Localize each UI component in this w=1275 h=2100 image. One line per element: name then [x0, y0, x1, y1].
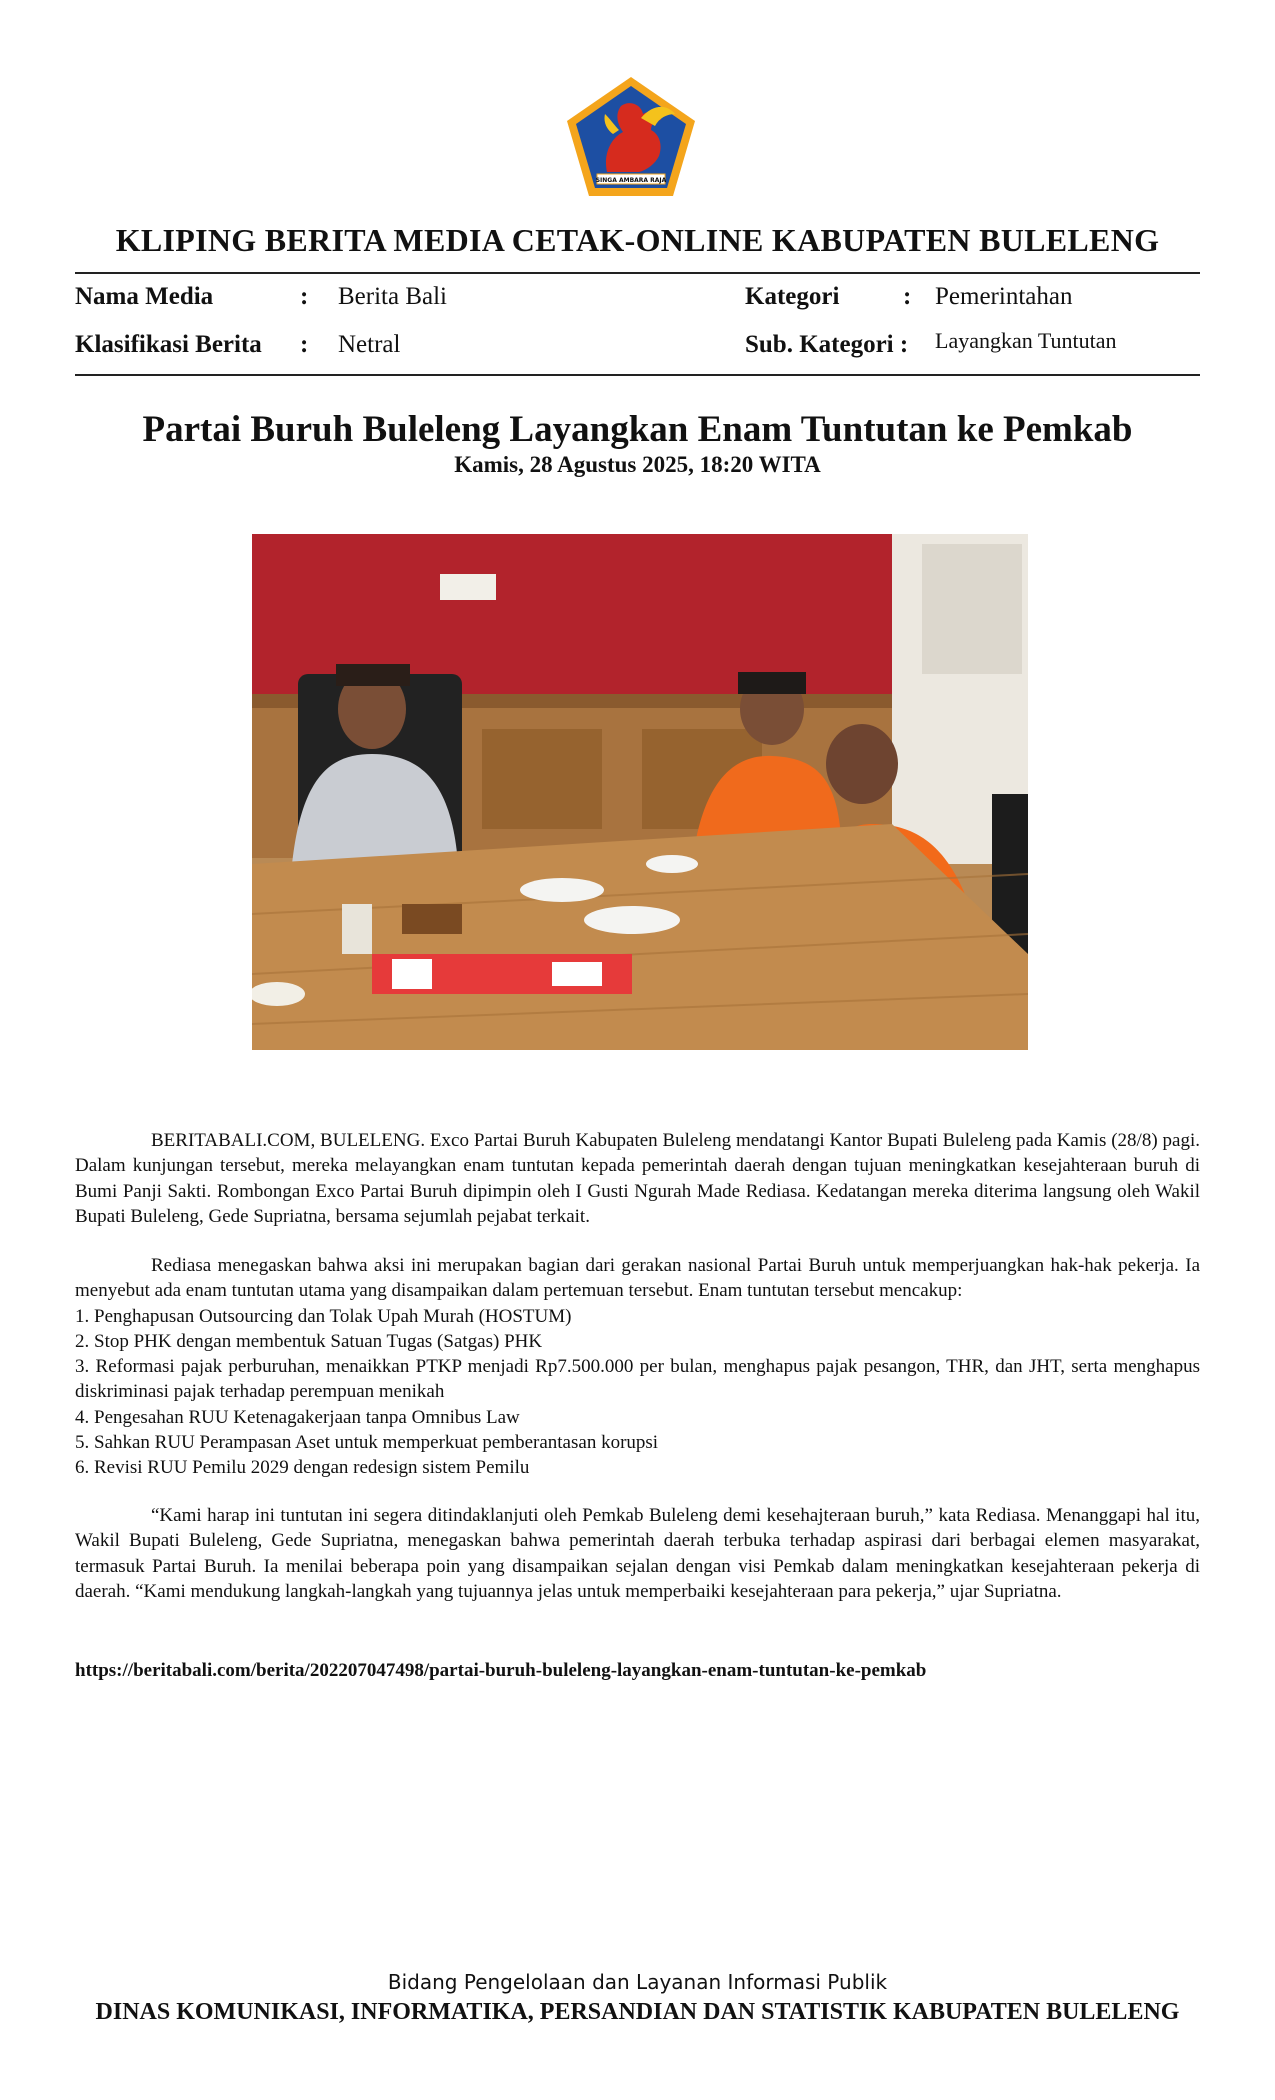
kategori-label: Kategori	[745, 283, 840, 310]
demand-item: 2. Stop PHK dengan membentuk Satuan Tugas (Satgas) PHK	[75, 1330, 543, 1352]
buleleng-regency-logo	[563, 74, 699, 200]
article-title: Partai Buruh Buleleng Layangkan Enam Tuntutan ke Pemkab	[142, 409, 1133, 450]
article-body-closing	[75, 1503, 1200, 1604]
sub-kategori-label: Sub. Kategori :	[745, 331, 909, 358]
article-paragraph-1: BERITABALI.COM, BULELENG. Exco Partai Buruh Kabupaten Buleleng mendatangi Kantor Bupati Buleleng pada Kamis (28/8) pagi. Dalam kunjungan tersebut, mereka melayangkan enam tuntutan kepada pemerintah daerah dengan tujuan meningkatkan kesejahteraan buruh di Bumi Panji Sakti. Rombongan Exco Partai Buruh dipimpin oleh I Gusti Ngurah Made Rediasa. Kedatangan mereka diterima langsung oleh Wakil Bupati Buleleng, Gede Supriatna, bersama sejumlah pejabat terkait.	[75, 1130, 1200, 1227]
article-body	[75, 1128, 1200, 1229]
article-body-demands	[75, 1253, 1200, 1481]
demand-item: 5. Sahkan RUU Perampasan Aset untuk memperkuat pemberantasan korupsi	[75, 1432, 659, 1454]
nama-media-colon: :	[300, 283, 309, 310]
klasifikasi-colon: :	[300, 331, 309, 358]
article-paragraph-3: “Kami harap ini tuntutan ini segera ditindaklanjuti oleh Pemkab Buleleng demi kesehajteraan buruh,” kata Rediasa. Menanggapi hal itu, Wakil Bupati Buleleng, Gede Supriatna, menegaskan bahwa pemerintah daerah terbuka terhadap aspirasi dari berbagai elemen masyarakat, termasuk Partai Buruh. Ia menilai beberapa poin yang disampaikan sejalan dengan visi Pemkab dalam meningkatkan kesejahteraan pekerja di daerah. “Kami mendukung langkah-langkah yang tujuannya jelas untuk memperbaiki kesejahteraan para pekerja,” ujar Supriatna.	[75, 1505, 1200, 1602]
nama-media-value: Berita Bali	[338, 283, 447, 310]
klasifikasi-label: Klasifikasi Berita	[75, 331, 262, 358]
footer-agency: DINAS KOMUNIKASI, INFORMATIKA, PERSANDIAN DAN STATISTIK KABUPATEN BULELENG	[95, 1999, 1180, 2025]
header-top-divider	[75, 272, 1200, 274]
article-paragraph-2: Rediasa menegaskan bahwa aksi ini merupakan bagian dari gerakan nasional Partai Buruh untuk memperjuangkan hak-hak pekerja. Ia menyebut ada enam tuntutan utama yang disampaikan dalam pertemuan tersebut. Enam tuntutan tersebut mencakup:	[75, 1255, 1200, 1302]
footer-division: Bidang Pengelolaan dan Layanan Informasi Publik	[387, 1970, 888, 1994]
sub-kategori-value: Layangkan Tuntutan	[935, 328, 1117, 353]
klasifikasi-value: Netral	[338, 331, 401, 358]
document-header-title: KLIPING BERITA MEDIA CETAK-ONLINE KABUPATEN BULELENG	[115, 222, 1160, 258]
demand-item: 3. Reformasi pajak perburuhan, menaikkan PTKP menjadi Rp7.500.000 per bulan, menghapus pajak pesangon, THR, dan JHT, serta menghapus diskriminasi pajak terhadap perempuan menikah	[75, 1356, 1200, 1403]
kategori-value: Pemerintahan	[935, 283, 1073, 310]
logo-motto: SINGA AMBARA RAJA	[595, 177, 667, 184]
header-bottom-divider	[75, 374, 1200, 376]
kategori-colon: :	[903, 283, 912, 310]
article-photo	[252, 534, 1028, 1050]
demand-item: 6. Revisi RUU Pemilu 2029 dengan redesign sistem Pemilu	[75, 1457, 530, 1479]
article-date: Kamis, 28 Agustus 2025, 18:20 WITA	[454, 452, 821, 477]
demand-item: 4. Pengesahan RUU Ketenagakerjaan tanpa Omnibus Law	[75, 1406, 520, 1428]
nama-media-label: Nama Media	[75, 283, 214, 310]
demand-item: 1. Penghapusan Outsourcing dan Tolak Upah Murah (HOSTUM)	[75, 1305, 572, 1327]
source-url-link[interactable]: https://beritabali.com/berita/202207047498/partai-buruh-buleleng-layangkan-enam-tuntutan-ke-pemkab	[75, 1660, 927, 1681]
